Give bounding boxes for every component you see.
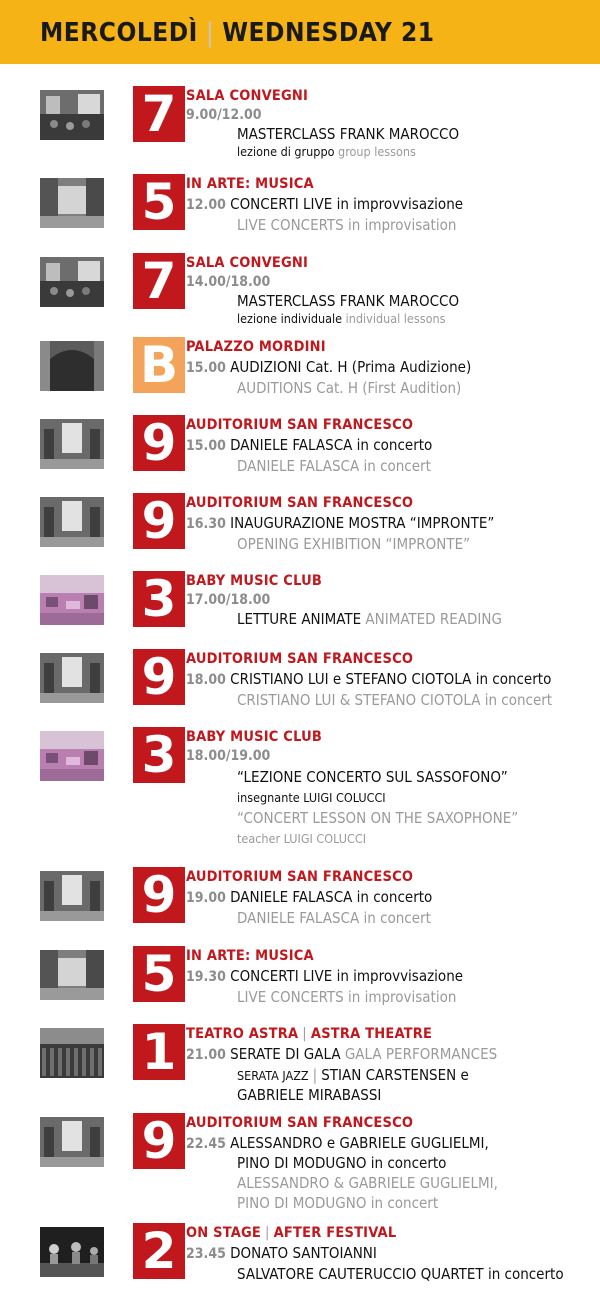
event-title-main: AUDIZIONI Cat. H (Prima Audizione): [230, 358, 472, 376]
performer-2: SALVATORE CAUTERUCCIO QUARTET: [237, 1265, 484, 1283]
performer-1: STIAN CARSTENSEN: [321, 1066, 457, 1084]
map-number-badge: 7: [133, 253, 185, 309]
event-teacher-en: teacher LUIGI COLUCCI: [237, 831, 367, 846]
event-title-cont: [237, 1265, 564, 1283]
map-number-badge: 9: [133, 867, 185, 923]
venue-photo: [40, 497, 104, 547]
map-number-badge: 9: [133, 493, 185, 549]
event-item: [33, 932, 600, 1010]
event-item: [33, 479, 600, 557]
event-performers: [237, 1066, 469, 1084]
event-title-en: AUDITIONS Cat. H (First Audition): [237, 379, 462, 397]
event-time: 23.45: [186, 1246, 226, 1262]
event-title-main: LETTURE ANIMATE: [237, 610, 362, 628]
event-title-en: DANIELE FALASCA in concert: [237, 909, 431, 927]
event-title-en: DANIELE FALASCA in concert: [237, 457, 431, 475]
venue-photo: [40, 178, 104, 228]
event-time: 19.00: [186, 890, 226, 906]
event-title-en: GALA PERFORMANCES: [344, 1045, 498, 1063]
event-title: [186, 670, 551, 688]
event-item: [33, 635, 600, 713]
event-title: [186, 967, 463, 985]
event-item: [33, 239, 600, 326]
event-subtitle-en: individual lessons: [345, 311, 446, 326]
venue-name-it: ON STAGE: [186, 1225, 262, 1241]
map-number-badge: 1: [133, 1024, 185, 1080]
venue-name: BABY MUSIC CLUB: [186, 729, 322, 745]
event-item: [33, 1209, 600, 1299]
event-title-detail: in concerto: [356, 436, 433, 454]
event-title-main: DANIELE FALASCA: [230, 436, 353, 454]
venue-name-en: AFTER FESTIVAL: [273, 1225, 397, 1241]
map-number-badge: 5: [133, 174, 185, 230]
event-title-main: DANIELE FALASCA: [230, 888, 353, 906]
event-time: 16.30: [186, 516, 226, 532]
event-subtitle: [237, 144, 416, 159]
map-number-badge: 9: [133, 1113, 185, 1169]
event-title: [186, 436, 432, 454]
event-time: 14.00/18.00: [186, 274, 271, 290]
event-time: 9.00/12.00: [186, 107, 262, 123]
event-title-main: INAUGURAZIONE MOSTRA “IMPRONTE”: [230, 514, 495, 532]
venue-name: AUDITORIUM SAN FRANCESCO: [186, 869, 414, 885]
event-item: [33, 1010, 600, 1104]
event-title-en: “CONCERT LESSON ON THE SAXOPHONE”: [237, 809, 519, 827]
performer-1: DONATO SANTOIANNI: [230, 1244, 377, 1262]
venue-photo: [40, 575, 104, 625]
event-title-en: LIVE CONCERTS in improvisation: [237, 988, 457, 1006]
map-number-badge: B: [133, 337, 185, 393]
event-title: [186, 514, 494, 532]
event-time: 17.00/18.00: [186, 592, 271, 608]
event-time: 18.00: [186, 672, 226, 688]
day-italian: MERCOLEDÌ: [40, 18, 198, 48]
venue-name: IN ARTE: MUSICA: [186, 176, 314, 192]
event-title: [186, 888, 432, 906]
venue-name-it: TEATRO ASTRA: [186, 1026, 299, 1042]
event-title-en: ANIMATED READING: [365, 610, 502, 628]
event-title-en: OPENING EXHIBITION “IMPRONTE”: [237, 535, 471, 553]
event-title: “LEZIONE CONCERTO SUL SASSOFONO”: [237, 768, 508, 786]
venue-name: BABY MUSIC CLUB: [186, 573, 322, 589]
event-title-detail: in improvvisazione: [336, 967, 464, 985]
category-separator: |: [312, 1066, 318, 1084]
event-title-detail: in concerto: [475, 670, 552, 688]
event-teacher: insegnante LUIGI COLUCCI: [237, 790, 386, 805]
event-item: [33, 160, 600, 238]
header-separator: |: [205, 18, 215, 48]
day-title: [40, 18, 435, 48]
event-title-detail: in concerto: [370, 1154, 447, 1172]
venue-photo: [40, 341, 104, 391]
event-title-cont: [237, 1154, 446, 1172]
venue-name: SALA CONVEGNI: [186, 88, 309, 104]
venue-name: AUDITORIUM SAN FRANCESCO: [186, 495, 414, 511]
performer-2: STEFANO CIOTOLA: [345, 670, 472, 688]
venue-photo: [40, 950, 104, 1000]
event-time: 15.00: [186, 438, 226, 454]
performer-3: PINO DI MODUGNO: [237, 1154, 367, 1172]
event-item: [33, 853, 600, 933]
event-time: 21.00: [186, 1047, 226, 1063]
event-title-detail: in improvvisazione: [336, 195, 464, 213]
map-number-badge: 2: [133, 1223, 185, 1279]
event-item: [33, 557, 600, 631]
event-title-en: LIVE CONCERTS in improvisation: [237, 216, 457, 234]
event-title-en: CRISTIANO LUI & STEFANO CIOTOLA in concert: [237, 691, 553, 709]
event-title: [186, 1045, 497, 1063]
venue-name: SALA CONVEGNI: [186, 255, 309, 271]
venue-name: AUDITORIUM SAN FRANCESCO: [186, 417, 414, 433]
event-time: 15.00: [186, 360, 226, 376]
venue-name: AUDITORIUM SAN FRANCESCO: [186, 1115, 414, 1131]
event-title: [237, 610, 502, 628]
event-subtitle-it: lezione di gruppo: [237, 144, 335, 159]
event-time: 22.45: [186, 1136, 226, 1152]
event-title-main: ALESSANDRO e GABRIELE GUGLIELMI,: [230, 1134, 489, 1152]
venue-photo: [40, 653, 104, 703]
map-number-badge: 3: [133, 571, 185, 627]
venue-name-en: ASTRA THEATRE: [310, 1026, 433, 1042]
venue-separator: |: [302, 1026, 307, 1042]
performer-conjunction: e: [332, 670, 342, 688]
venue-name: [186, 1225, 396, 1241]
venue-name: IN ARTE: MUSICA: [186, 948, 314, 964]
event-title: [186, 1244, 377, 1262]
schedule-list: [33, 72, 600, 1299]
venue-name: [186, 1026, 432, 1042]
event-item: [33, 713, 600, 853]
venue-photo: [40, 257, 104, 307]
map-number-badge: 9: [133, 649, 185, 705]
event-title: [186, 1134, 489, 1152]
venue-photo: [40, 731, 104, 781]
map-number-badge: 7: [133, 86, 185, 142]
venue-photo: [40, 871, 104, 921]
event-title: [186, 195, 463, 213]
venue-photo: [40, 1117, 104, 1167]
event-title-detail: in concerto: [356, 888, 433, 906]
venue-photo: [40, 419, 104, 469]
day-english: WEDNESDAY 21: [222, 18, 435, 48]
map-number-badge: 5: [133, 946, 185, 1002]
event-title-main: SERATE DI GALA: [230, 1045, 341, 1063]
event-title-en-cont: PINO DI MODUGNO in concert: [237, 1194, 439, 1212]
venue-photo: [40, 1028, 104, 1078]
event-item: [33, 323, 600, 401]
event-title-main: CONCERTI LIVE: [230, 195, 333, 213]
venue-photo: [40, 1227, 104, 1277]
performer-1: CRISTIANO LUI: [230, 670, 329, 688]
event-title: MASTERCLASS FRANK MAROCCO: [237, 292, 460, 310]
event-title: [186, 358, 471, 376]
map-number-badge: 3: [133, 727, 185, 783]
event-title-en: ALESSANDRO & GABRIELE GUGLIELMI,: [237, 1174, 498, 1192]
venue-name: PALAZZO MORDINI: [186, 339, 326, 355]
event-item: [33, 401, 600, 479]
venue-separator: |: [265, 1225, 270, 1241]
venue-photo: [40, 90, 104, 140]
venue-name: AUDITORIUM SAN FRANCESCO: [186, 651, 414, 667]
map-number-badge: 9: [133, 415, 185, 471]
event-item: [33, 1099, 600, 1212]
event-title: MASTERCLASS FRANK MAROCCO: [237, 125, 460, 143]
event-time: 19.30: [186, 969, 226, 985]
event-title-main: CONCERTI LIVE: [230, 967, 333, 985]
event-subtitle-it: lezione individuale: [237, 311, 343, 326]
event-category: SERATA JAZZ: [237, 1068, 309, 1083]
event-title-detail: in concerto: [487, 1265, 564, 1283]
performer-2: GABRIELE MIRABASSI: [237, 1086, 382, 1104]
performer-conjunction: e: [460, 1066, 469, 1084]
day-header: [0, 0, 600, 64]
event-item: [33, 72, 600, 159]
event-time: 18.00/19.00: [186, 748, 271, 764]
event-time: 12.00: [186, 197, 226, 213]
event-subtitle-en: group lessons: [338, 144, 416, 159]
